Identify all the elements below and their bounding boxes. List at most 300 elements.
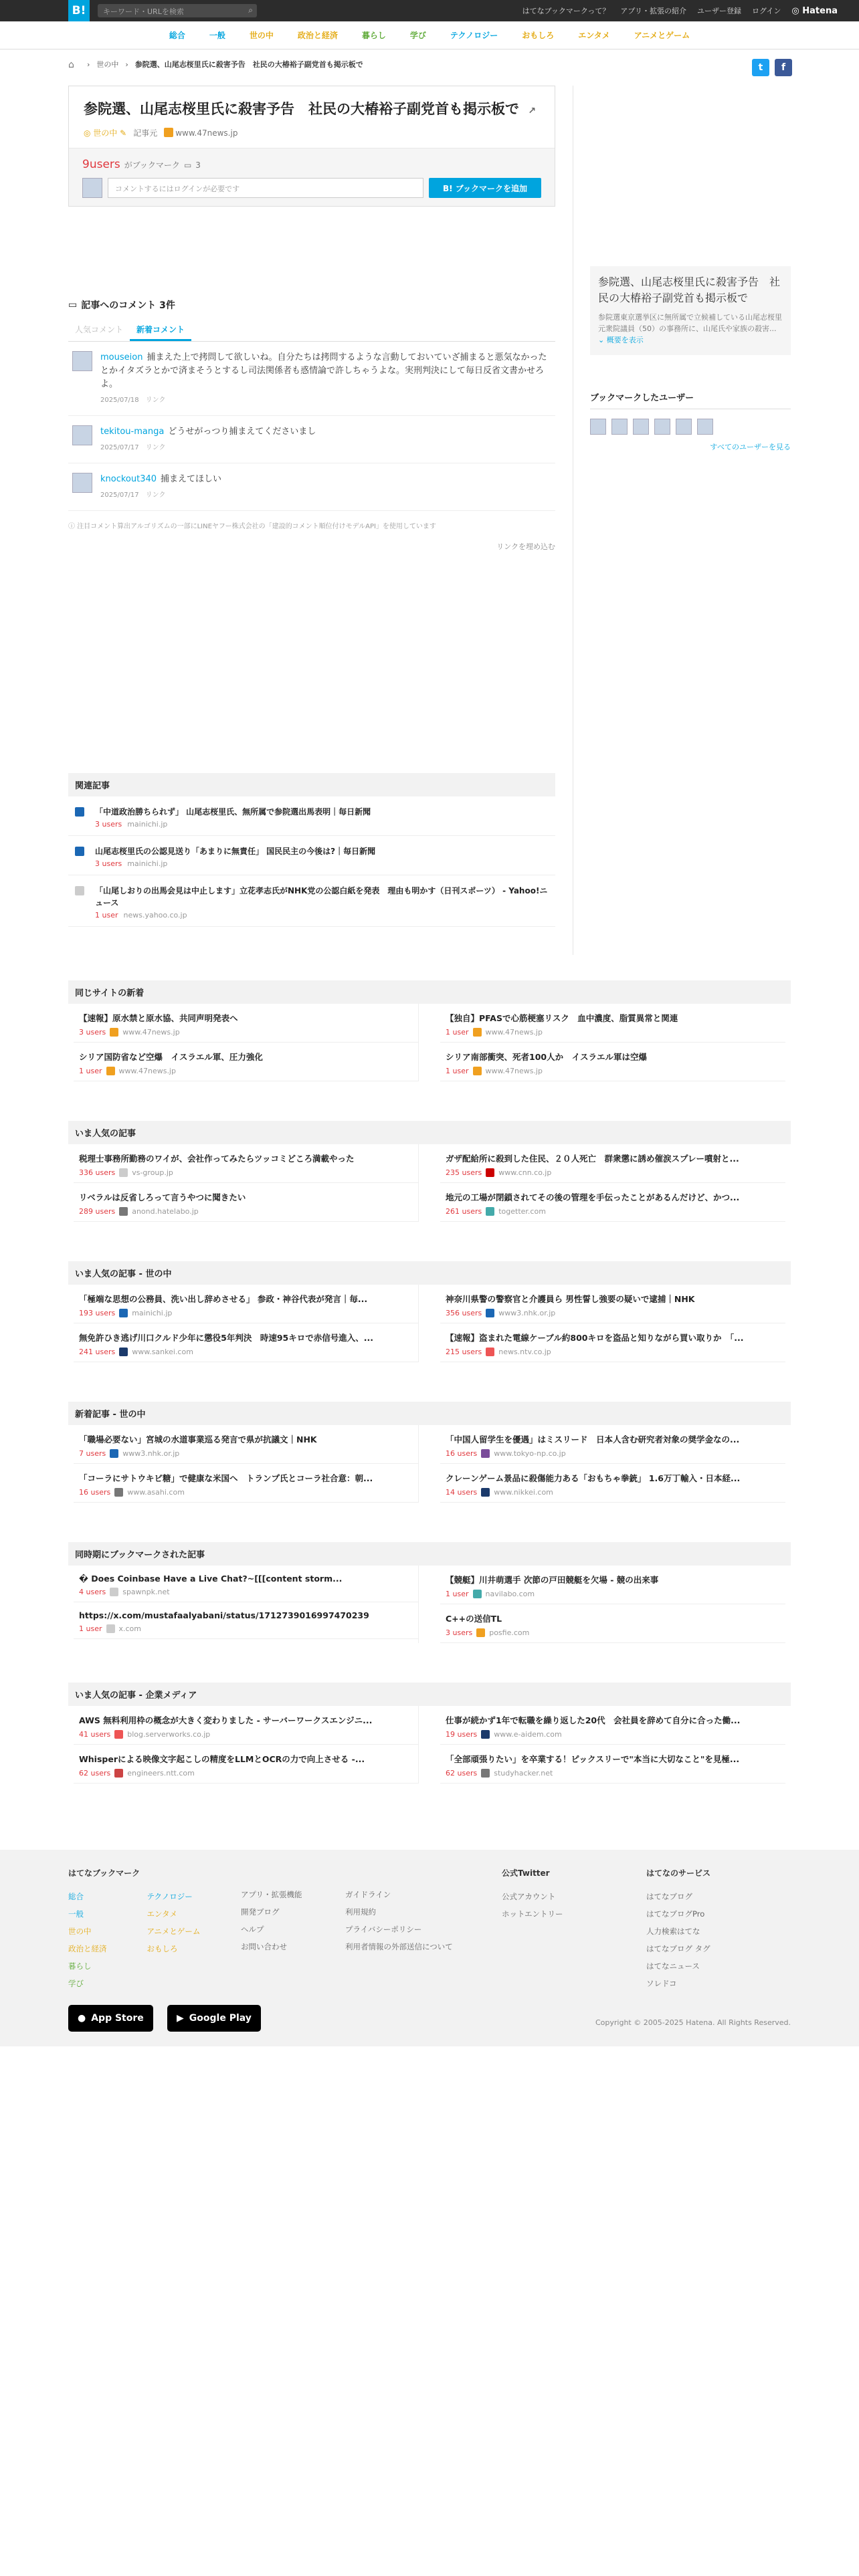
article-users[interactable]: 16 users	[446, 1449, 478, 1458]
article-item[interactable]	[440, 1144, 785, 1183]
avatar[interactable]	[654, 419, 670, 435]
app-store-label: App Store	[91, 2013, 144, 2024]
article-meta	[79, 1449, 413, 1458]
embed-link[interactable]: リンクを埋め込む	[496, 542, 555, 551]
tab-new[interactable]: 新着コメント	[130, 320, 191, 341]
article-users[interactable]: 193 users	[79, 1309, 116, 1317]
site-favicon-icon	[114, 1769, 123, 1778]
article-domain[interactable]: spawnpk.net	[122, 1588, 170, 1596]
entry-card	[68, 86, 555, 207]
article-users[interactable]: 3 users	[446, 1628, 473, 1637]
bookmark-count[interactable]: 9users	[82, 158, 120, 171]
related-item[interactable]	[68, 836, 555, 875]
footer-services-title: はてなのサービス	[646, 1868, 711, 1878]
nav-category[interactable]: 学び	[409, 31, 426, 40]
footer-link[interactable]: 一般	[68, 1909, 84, 1919]
section-grid	[68, 1285, 791, 1362]
article-users[interactable]: 16 users	[79, 1488, 111, 1497]
top-bar	[0, 0, 859, 21]
article-domain[interactable]: posfie.com	[489, 1628, 530, 1637]
article-domain[interactable]: engineers.ntt.com	[127, 1769, 195, 1778]
comment-date-text[interactable]: 2025/07/17	[100, 444, 139, 451]
article-meta	[446, 1628, 780, 1637]
article-meta	[446, 1348, 780, 1356]
category-nav	[0, 21, 859, 49]
section-column	[74, 1706, 419, 1784]
comment-user[interactable]: tekitou-manga	[100, 427, 165, 437]
avatar[interactable]	[72, 425, 92, 445]
article-item[interactable]	[440, 1706, 785, 1745]
article-title[interactable]: クレーンゲーム景品に殺傷能力ある「おもちゃ拳銃」 1.6万丁輸入・日本経...	[446, 1473, 741, 1483]
article-domain[interactable]: www.47news.jp	[118, 1067, 176, 1075]
article-item[interactable]	[440, 1604, 785, 1643]
related-item[interactable]	[68, 875, 555, 927]
comment-tabs	[68, 320, 555, 342]
footer-link[interactable]: 開発ブログ	[241, 1907, 280, 1917]
article-title[interactable]: シリア南部衝突、死者100人か イスラエル軍は空爆	[446, 1052, 647, 1062]
entry-actions	[69, 148, 555, 206]
article-item[interactable]	[440, 1323, 785, 1362]
article-title[interactable]: 「極端な思想の公務員、洗い出し辞めさせる」 参政・神谷代表が発言｜毎...	[79, 1294, 368, 1304]
section-column	[74, 1566, 419, 1643]
entry-meta	[84, 127, 540, 138]
comments-title-text: 記事へのコメント 3件	[81, 300, 175, 311]
article-title[interactable]: 「全部頑張りたい」を卒業する！ピックスリーで"本当に大切なこと"を見極...	[446, 1754, 740, 1764]
section-grid	[68, 1566, 791, 1643]
related-item[interactable]	[68, 796, 555, 836]
article-domain[interactable]: www.e-aidem.com	[494, 1730, 562, 1739]
comment-date-text[interactable]: 2025/07/17	[100, 492, 139, 499]
article-domain[interactable]: togetter.com	[498, 1207, 546, 1216]
article-domain[interactable]: www.47news.jp	[485, 1067, 543, 1075]
twitter-icon[interactable]: t	[752, 59, 769, 76]
article-title[interactable]: 【独自】PFASで心筋梗塞リスク 血中濃度、脂質異常と関連	[446, 1013, 678, 1023]
article-meta	[446, 1309, 780, 1317]
article-item[interactable]	[440, 1425, 785, 1464]
section-grid	[68, 1706, 791, 1784]
avatar[interactable]	[590, 419, 606, 435]
footer-link[interactable]: ホットエントリー	[502, 1909, 563, 1919]
show-summary-link[interactable]: ⌄ 概要を表示	[598, 336, 644, 344]
article-item[interactable]	[74, 1144, 418, 1183]
related-users[interactable]: 1 user	[95, 911, 118, 920]
article-users[interactable]: 215 users	[446, 1348, 482, 1356]
related-users[interactable]: 3 users	[95, 859, 122, 868]
footer-link[interactable]: はてなブログPro	[646, 1909, 705, 1919]
footer-link[interactable]: はてなニュース	[646, 1961, 700, 1971]
related-title: 関連記事	[68, 773, 555, 796]
comments-section	[68, 298, 555, 552]
article-domain[interactable]: www.tokyo-np.co.jp	[494, 1449, 566, 1458]
article-users[interactable]: 4 users	[79, 1588, 106, 1596]
article-item[interactable]	[440, 1566, 785, 1604]
article-meta	[79, 1028, 413, 1037]
footer-links-1	[241, 1886, 302, 1955]
user-avatars	[590, 419, 791, 435]
article-meta	[79, 1348, 413, 1356]
section-grid	[68, 1004, 791, 1081]
article-item[interactable]	[74, 1285, 418, 1323]
article-domain[interactable]: www3.nhk.or.jp	[498, 1309, 556, 1317]
section-title: いま人気の記事 - 企業メディア	[68, 1683, 791, 1706]
article-item[interactable]	[74, 1183, 418, 1222]
footer-link[interactable]: アニメとゲーム	[147, 1927, 201, 1936]
related-domain[interactable]: mainichi.jp	[127, 820, 168, 829]
search-placeholder: キーワード・URLを検索	[103, 7, 184, 16]
article-users[interactable]: 19 users	[446, 1730, 478, 1739]
article-domain[interactable]: www.47news.jp	[485, 1028, 543, 1037]
article-users[interactable]: 356 users	[446, 1309, 482, 1317]
entry-title-text: 参院選、山尾志桜里氏に殺害予告 社民の大椿裕子副党首も掲示板で	[84, 101, 519, 117]
favicon-icon	[164, 128, 173, 137]
article-users[interactable]: 1 user	[446, 1028, 469, 1037]
comment-item	[68, 342, 555, 416]
related-domain[interactable]: news.yahoo.co.jp	[123, 911, 187, 920]
comment-permalink[interactable]: リンク	[145, 492, 166, 499]
breadcrumb-category[interactable]: 世の中	[96, 60, 119, 69]
avatar[interactable]	[72, 351, 92, 371]
site-favicon-icon	[119, 1168, 128, 1177]
article-item[interactable]	[74, 1566, 418, 1602]
home-icon[interactable]: ⌂	[68, 60, 74, 70]
footer-link[interactable]: お問い合わせ	[241, 1942, 287, 1951]
avatar[interactable]	[633, 419, 649, 435]
section-grid	[68, 1425, 791, 1503]
nav-category[interactable]: 世の中	[249, 31, 274, 40]
comment-body	[100, 425, 316, 455]
footer-link[interactable]: テクノロジー	[147, 1892, 193, 1901]
site-favicon-icon	[110, 1588, 118, 1596]
comment-input[interactable]: コメントするにはログインが必要です	[108, 178, 423, 198]
article-title[interactable]: 「職場必要ない」宮城の水道事業巡る発言で県が抗議文｜NHK	[79, 1434, 317, 1444]
footer-bookmark-title: はてなブックマーク	[68, 1868, 140, 1878]
search-input[interactable]	[98, 4, 257, 17]
comment-permalink[interactable]: リンク	[145, 444, 166, 451]
article-title[interactable]: 無免許ひき逃げ川口クルド少年に懲役5年判決 時速95キロで赤信号進入、...	[79, 1333, 373, 1343]
nav-category[interactable]: おもしろ	[522, 31, 555, 40]
footer-link[interactable]: 公式アカウント	[502, 1892, 556, 1901]
article-title[interactable]: シリア国防省など空爆 イスラエル軍、圧力強化	[79, 1052, 263, 1062]
avatar[interactable]	[72, 473, 92, 493]
site-favicon-icon	[481, 1449, 490, 1458]
footer-link[interactable]: 利用規約	[345, 1907, 376, 1917]
footer-link[interactable]: ヘルプ	[241, 1925, 264, 1934]
site-favicon-icon	[473, 1028, 482, 1037]
article-domain[interactable]: x.com	[118, 1624, 141, 1633]
bookmark-users	[590, 391, 791, 452]
avatar[interactable]	[697, 419, 713, 435]
related-meta	[95, 911, 549, 920]
footer-categories-2	[147, 1888, 201, 1992]
footer-link[interactable]: 世の中	[68, 1927, 92, 1936]
article-item[interactable]	[74, 1043, 418, 1081]
footer-link[interactable]: 総合	[68, 1892, 84, 1901]
article-domain[interactable]: vs-group.jp	[132, 1168, 173, 1177]
article-users[interactable]: 1 user	[446, 1067, 469, 1075]
article-domain[interactable]: www.cnn.co.jp	[498, 1168, 552, 1177]
article-users[interactable]: 62 users	[446, 1769, 478, 1778]
footer-twitter	[502, 1867, 563, 1923]
related-title[interactable]: 山尾志桜里氏の公認見送り「あまりに無責任」 国民民主の今後は?｜毎日新聞	[95, 847, 376, 856]
google-play-label: Google Play	[189, 2013, 252, 2024]
article-title[interactable]: Whisperによる映像文字起こしの精度をLLMとOCRの力で向上させる -...	[79, 1754, 365, 1764]
article-users[interactable]: 261 users	[446, 1207, 482, 1216]
article-users[interactable]: 241 users	[79, 1348, 116, 1356]
app-store-button[interactable]	[68, 2005, 153, 2032]
article-title[interactable]: ガザ配給所に殺到した住民、２０人死亡 群衆懲に誘め催涙スプレー噴射と...	[446, 1154, 739, 1164]
article-title[interactable]: https://x.com/mustafaalyabani/status/1712739016997470239	[79, 1610, 369, 1620]
article-title[interactable]: 「コーラにサトウキビ糖」で健康な米国へ トランプ氏とコーラ社合意：朝...	[79, 1473, 373, 1483]
entry-domain[interactable]	[164, 128, 237, 138]
nav-category[interactable]: 暮らし	[361, 31, 386, 40]
add-bookmark-button[interactable]: B! ブックマークを追加	[429, 178, 541, 198]
section-column	[74, 1285, 419, 1362]
article-domain[interactable]: anond.hatelabo.jp	[132, 1207, 199, 1216]
article-users[interactable]: 336 users	[79, 1168, 116, 1177]
avatar[interactable]	[676, 419, 692, 435]
site-favicon-icon	[75, 847, 84, 856]
comment-user[interactable]: knockout340	[100, 474, 157, 484]
comment-icon: ▭	[68, 300, 78, 310]
comment-body	[100, 473, 221, 502]
comment-date-text[interactable]: 2025/07/18	[100, 397, 139, 404]
hatena-brand-text: Hatena	[802, 5, 838, 16]
nav-category[interactable]: アニメとゲーム	[634, 31, 690, 40]
footer-link[interactable]: 人力検索はてな	[646, 1927, 700, 1936]
article-users[interactable]: 1 user	[446, 1590, 469, 1598]
article-item[interactable]	[74, 1425, 418, 1464]
related-title[interactable]: 「山尾しおりの出馬会見は中止します」立花孝志氏がNHK党の公認白紙を発表 理由も明かす（日刊スポーツ） - Yahoo!ニュース	[95, 886, 548, 907]
entry-source-label: 記事元	[133, 128, 158, 138]
section-column	[440, 1566, 785, 1643]
section-title: いま人気の記事 - 世の中	[68, 1261, 791, 1285]
section-column	[440, 1004, 785, 1081]
article-title[interactable]: 【速報】盗まれた電線ケーブル約800キロを盗品と知りながら買い取りか 「...	[446, 1333, 744, 1343]
article-meta	[79, 1769, 413, 1778]
related-meta	[95, 820, 371, 829]
article-title[interactable]: C++の送信TL	[446, 1614, 502, 1624]
nav-category[interactable]: エンタメ	[578, 31, 610, 40]
site-favicon-icon	[110, 1449, 118, 1458]
article-users[interactable]: 1 user	[79, 1624, 102, 1633]
facebook-icon[interactable]: f	[775, 59, 792, 76]
footer	[0, 1850, 859, 2046]
footer-link[interactable]: プライバシーポリシー	[345, 1925, 422, 1934]
tab-popular[interactable]: 人気コメント	[75, 325, 124, 334]
section-title: 同じサイトの新着	[68, 980, 791, 1004]
comment-text: 捕まえてほしい	[161, 474, 222, 484]
footer-link[interactable]: おもしろ	[147, 1944, 178, 1953]
article-title[interactable]: AWS 無料利用枠の概念が大きく変わりました - サーバーワークスエンジニ...	[79, 1715, 373, 1725]
related-body	[95, 845, 375, 868]
site-favicon-icon	[106, 1067, 115, 1075]
all-users-link[interactable]: すべてのユーザーを見る	[710, 443, 791, 451]
entry-title[interactable]	[84, 98, 540, 122]
article-title[interactable]: 「中国人留学生を優遇」はミスリード 日本人含む研究者対象の奨学金なの...	[446, 1434, 740, 1444]
article-domain[interactable]: news.ntv.co.jp	[498, 1348, 551, 1356]
article-domain[interactable]: www.asahi.com	[127, 1488, 185, 1497]
related-body	[95, 806, 371, 829]
hatena-brand[interactable]: ◎ Hatena	[791, 5, 838, 16]
site-favicon-icon	[473, 1590, 482, 1598]
article-title[interactable]: 【速報】原水禁と原水協、共同声明発表へ	[79, 1013, 238, 1023]
section-column	[440, 1706, 785, 1784]
article-users[interactable]: 1 user	[79, 1067, 102, 1075]
article-users[interactable]: 14 users	[446, 1488, 478, 1497]
related-articles	[68, 773, 555, 927]
login-link[interactable]: ログイン	[751, 7, 781, 15]
comment-item	[68, 416, 555, 463]
header-links	[522, 0, 838, 21]
article-section	[68, 1683, 791, 1784]
article-meta	[79, 1309, 413, 1317]
site-favicon-icon	[75, 886, 84, 895]
comment-text: どうせがっつり捕まえてくださいまし	[168, 427, 316, 437]
footer-link[interactable]: 暮らし	[68, 1961, 92, 1971]
avatar[interactable]	[611, 419, 628, 435]
article-item[interactable]	[74, 1004, 418, 1043]
article-title[interactable]: リベラルは反省しろって言うやつに聞きたい	[79, 1192, 246, 1202]
site-favicon-icon	[486, 1348, 494, 1356]
article-title[interactable]: 仕事が続かず1年で転職を繰り返した20代 会社員を辞めて自分に合った働...	[446, 1715, 741, 1725]
site-favicon-icon	[486, 1168, 494, 1177]
site-favicon-icon	[486, 1309, 494, 1317]
article-domain[interactable]: mainichi.jp	[132, 1309, 173, 1317]
article-item[interactable]	[74, 1602, 418, 1639]
site-favicon-icon	[481, 1730, 490, 1739]
article-meta	[446, 1028, 780, 1037]
entry-category[interactable]: ◎ 世の中 ✎	[84, 128, 127, 138]
article-domain[interactable]: blog.serverworks.co.jp	[127, 1730, 211, 1739]
article-title[interactable]: 地元の工場が閉鎖されてその後の管理を手伝ったことがあるんだけど、かつ...	[446, 1192, 740, 1202]
apps-link[interactable]: アプリ・拡張の紹介	[620, 7, 686, 15]
article-title[interactable]: 【競艇】川井萌選手 次節の戸田競艇を欠場 - 競の出来事	[446, 1575, 659, 1585]
article-domain[interactable]: studyhacker.net	[494, 1769, 553, 1778]
copyright: Copyright © 2005-2025 Hatena. All Rights Reserved.	[595, 2018, 791, 2027]
article-item[interactable]	[440, 1745, 785, 1784]
section-column	[74, 1425, 419, 1503]
bookmark-summary	[82, 158, 541, 171]
article-item[interactable]	[74, 1745, 418, 1784]
article-users[interactable]: 3 users	[79, 1028, 106, 1037]
footer-link[interactable]: アプリ・拡張機能	[241, 1890, 302, 1899]
search-icon[interactable]: ⌕	[248, 5, 253, 15]
article-domain[interactable]: www.47news.jp	[122, 1028, 180, 1037]
article-section	[68, 980, 791, 1081]
article-item[interactable]	[440, 1004, 785, 1043]
article-item[interactable]	[74, 1464, 418, 1503]
footer-link[interactable]: はてなブログ タグ	[646, 1944, 710, 1953]
footer-link[interactable]: ソレドコ	[646, 1979, 677, 1988]
site-favicon-icon	[473, 1067, 482, 1075]
nav-category[interactable]: 総合	[169, 31, 185, 40]
external-link-icon[interactable]: ↗	[528, 106, 537, 116]
article-domain[interactable]: www.nikkei.com	[494, 1488, 553, 1497]
breadcrumb-sep-icon: ›	[87, 60, 90, 69]
google-play-button[interactable]	[167, 2005, 261, 2032]
section-title: いま人気の記事	[68, 1121, 791, 1144]
article-meta	[79, 1207, 413, 1216]
site-favicon-icon	[106, 1624, 115, 1633]
article-title[interactable]: � Does Coinbase Have a Live Chat?~[[[content storm...	[79, 1574, 343, 1584]
article-domain[interactable]: www3.nhk.or.jp	[122, 1449, 180, 1458]
show-summary-text: 概要を表示	[606, 336, 644, 344]
article-users[interactable]: 62 users	[79, 1769, 111, 1778]
breadcrumb	[68, 59, 363, 70]
article-domain[interactable]: www.sankei.com	[132, 1348, 193, 1356]
footer-link[interactable]: 利用者情報の外部送信について	[345, 1942, 453, 1951]
hatena-bookmark-logo[interactable]: B!	[68, 0, 90, 21]
related-list	[68, 796, 555, 927]
footer-link[interactable]: 政治と経済	[68, 1944, 107, 1953]
register-link[interactable]: ユーザー登録	[696, 7, 741, 15]
related-users[interactable]: 3 users	[95, 820, 122, 829]
related-title[interactable]: 「中道政治勝ちられず」 山尾志桜里氏、無所属で参院選出馬表明｜毎日新聞	[95, 807, 371, 817]
footer-link[interactable]: 学び	[68, 1979, 84, 1988]
comment-notice: ⓘ 注目コメント算出アルゴリズムの一部にLINEヤフー株式会社の「建設的コメント順位付けモデルAPI」を使用しています	[68, 523, 436, 530]
comment-permalink[interactable]: リンク	[145, 397, 166, 404]
article-item[interactable]	[440, 1043, 785, 1081]
breadcrumb-sep-icon: ›	[125, 60, 128, 69]
article-item[interactable]	[440, 1464, 785, 1503]
comment-list	[68, 342, 555, 511]
nav-category[interactable]: 政治と経済	[297, 31, 338, 40]
avatar	[82, 178, 102, 198]
footer-categories-1	[68, 1888, 107, 1992]
article-title[interactable]: 神奈川県警の警察官と介護員ら 男性誓し強要の疑いで逮捕｜NHK	[446, 1294, 695, 1304]
apple-icon: ●	[78, 2013, 86, 2024]
article-users[interactable]: 41 users	[79, 1730, 111, 1739]
article-meta	[446, 1769, 780, 1778]
article-users[interactable]: 235 users	[446, 1168, 482, 1177]
article-item[interactable]	[74, 1706, 418, 1745]
comment-user[interactable]: mouseion	[100, 352, 143, 362]
article-title[interactable]: 税理士事務所勤務のワイが、会社作ってみたらツッコミどころ満載やった	[79, 1154, 355, 1164]
comments-title	[68, 298, 555, 312]
section-title: 同時期にブックマークされた記事	[68, 1542, 791, 1566]
footer-link[interactable]: ガイドライン	[345, 1890, 391, 1899]
article-domain[interactable]: navilabo.com	[485, 1590, 535, 1598]
nav-category[interactable]: テクノロジー	[450, 31, 498, 40]
article-meta	[79, 1730, 413, 1739]
article-meta	[79, 1488, 413, 1497]
related-domain[interactable]: mainichi.jp	[127, 859, 168, 868]
comment-body	[100, 351, 551, 407]
sidebar-desc-text: 参院選東京選挙区に無所属で立候補している山尾志桜里元衆院議員（50）の事務所に、山尾氏や家族の殺害...	[598, 313, 782, 333]
article-users[interactable]: 289 users	[79, 1207, 116, 1216]
footer-twitter-title: 公式Twitter	[502, 1868, 550, 1878]
related-body	[95, 885, 549, 920]
about-link[interactable]: はてなブックマークって？	[522, 7, 610, 15]
footer-link[interactable]: エンタメ	[147, 1909, 178, 1919]
article-item[interactable]	[440, 1183, 785, 1222]
article-section	[68, 1261, 791, 1362]
article-item[interactable]	[440, 1285, 785, 1323]
footer-bookmark	[68, 1867, 200, 1992]
section-column	[440, 1425, 785, 1503]
article-users[interactable]: 7 users	[79, 1449, 106, 1458]
section-grid	[68, 1144, 791, 1222]
article-item[interactable]	[74, 1323, 418, 1362]
footer-link[interactable]: はてなブログ	[646, 1892, 692, 1901]
nav-category[interactable]: 一般	[209, 31, 225, 40]
site-favicon-icon	[75, 807, 84, 817]
footer-services-links	[646, 1888, 710, 1992]
section-column	[74, 1004, 419, 1081]
footer-links-2	[345, 1886, 453, 1955]
comment-notice-text: 注目コメント算出アルゴリズムの一部にLINEヤフー株式会社の「建設的コメント順位付けモデルAPI」を使用しています	[77, 523, 436, 530]
site-favicon-icon	[110, 1028, 118, 1037]
